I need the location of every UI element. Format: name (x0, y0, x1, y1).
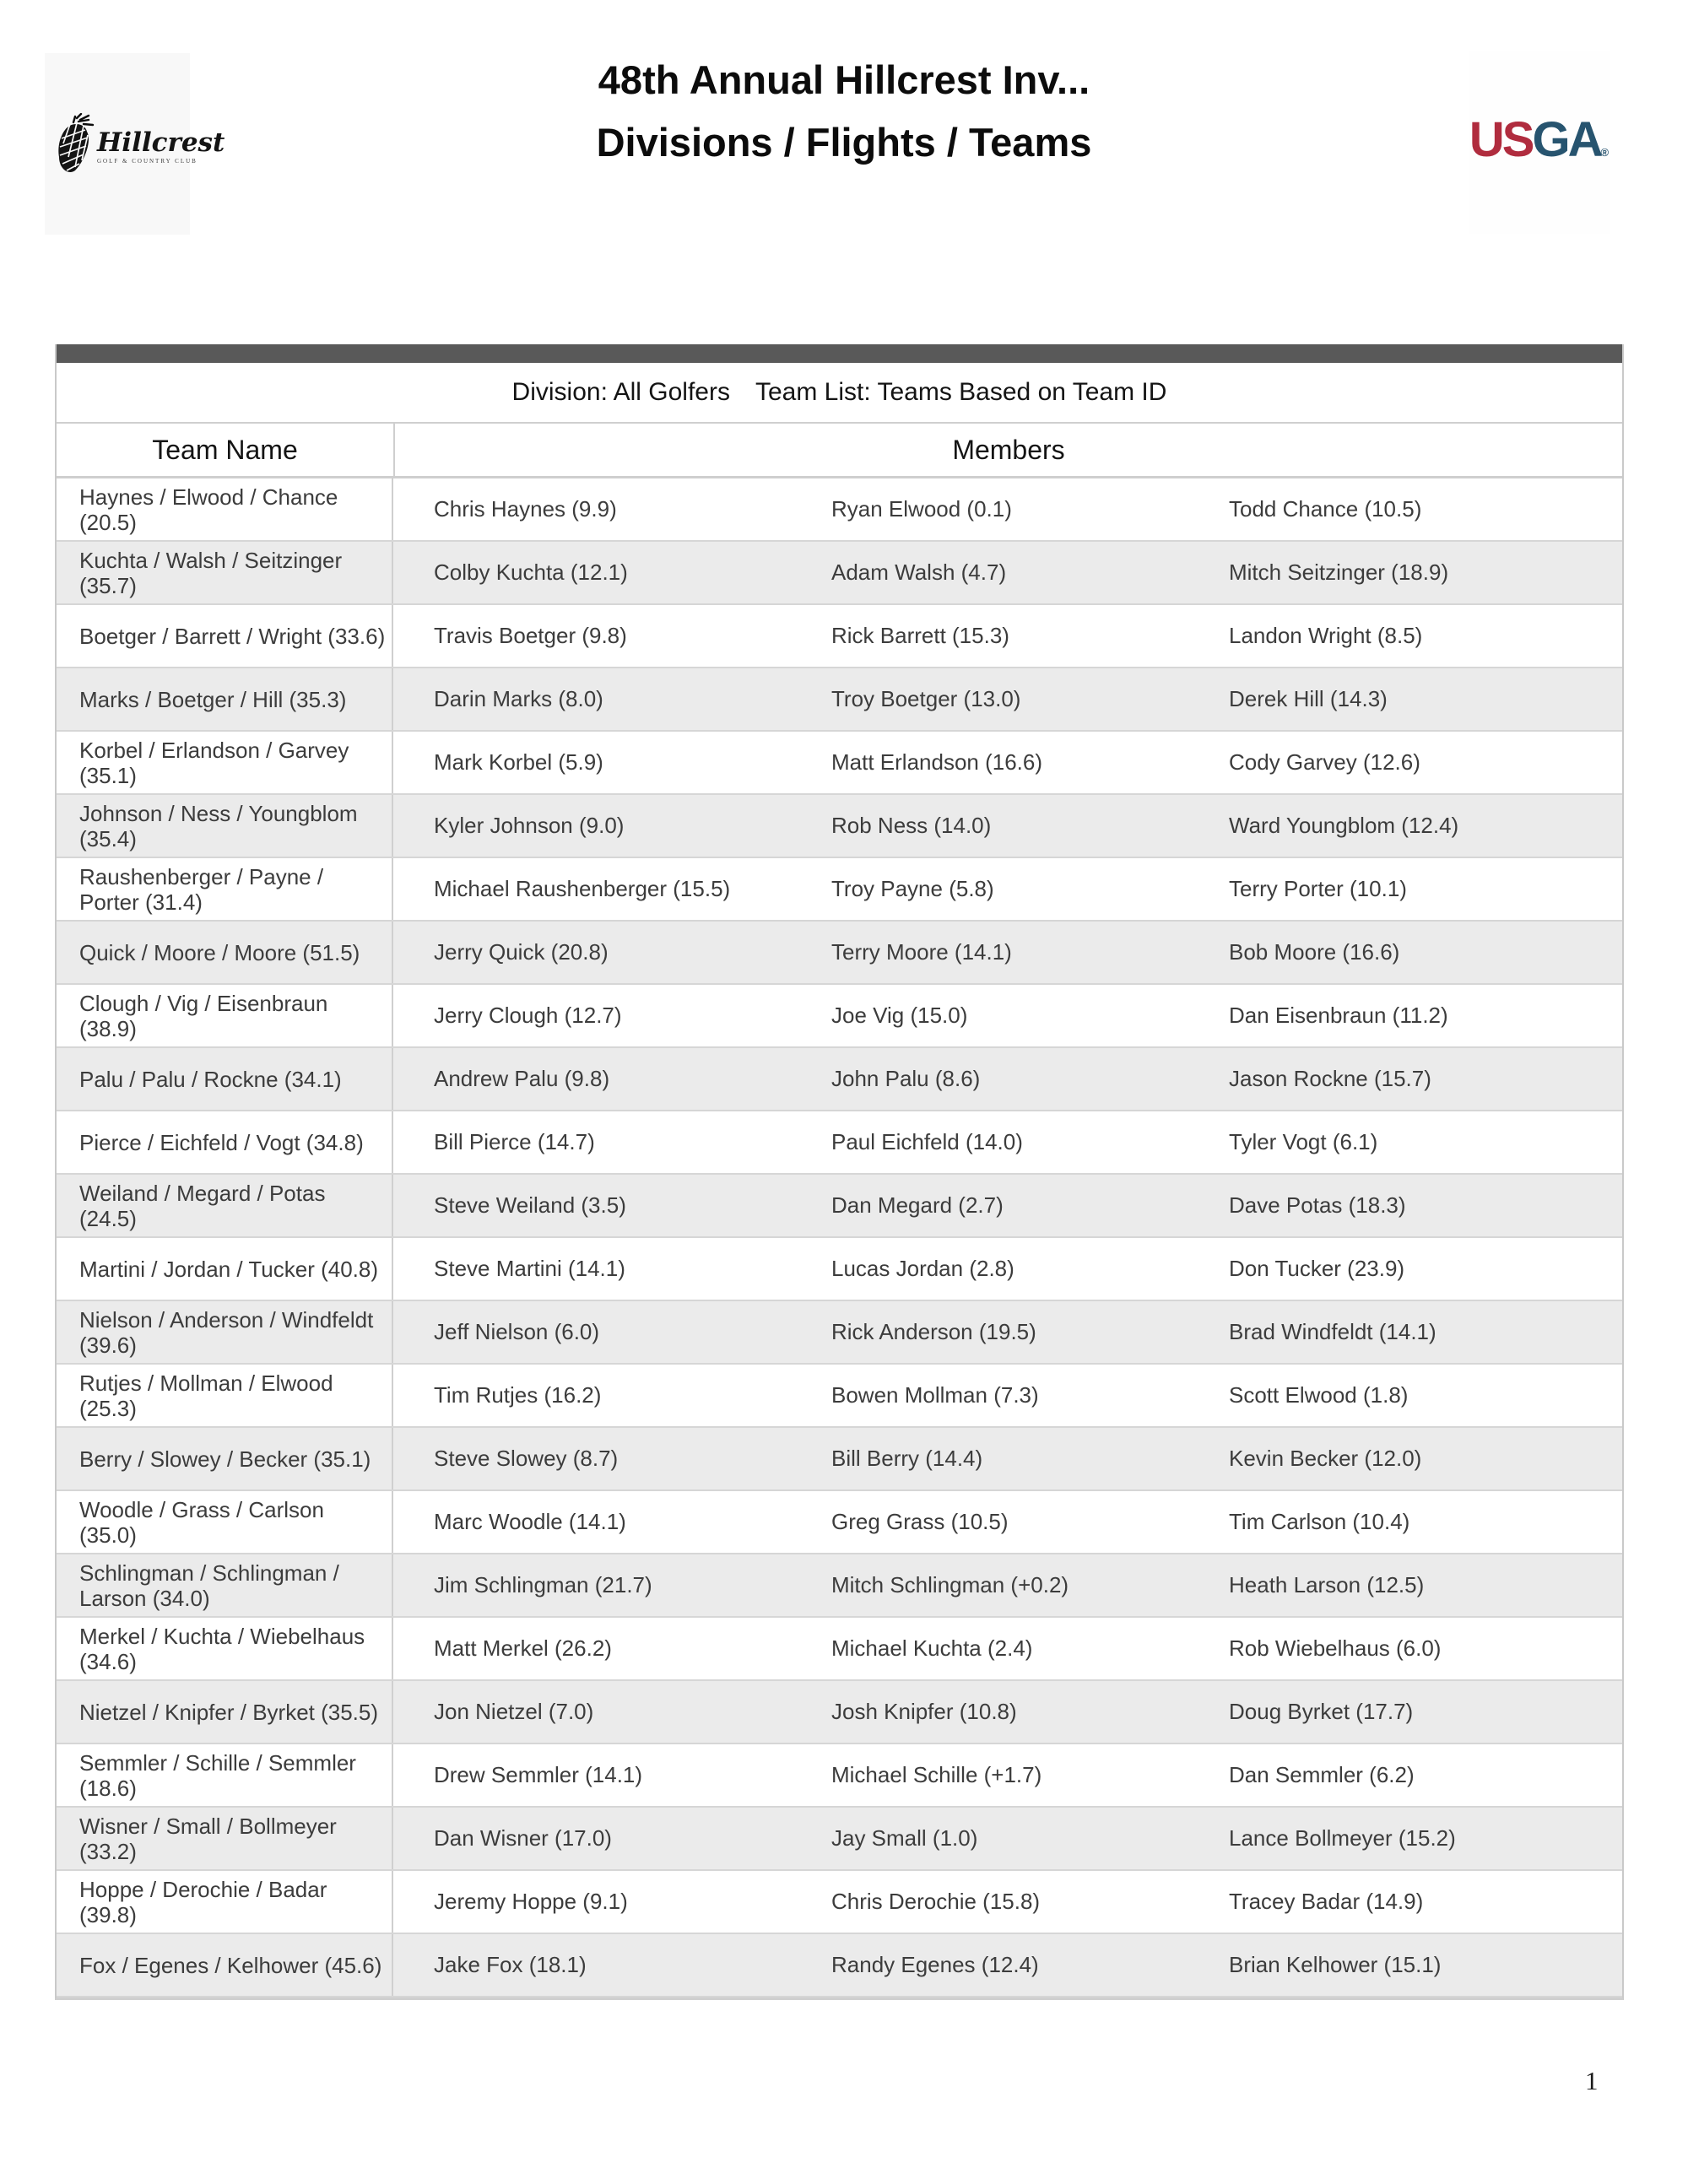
team-table-body (57, 478, 1622, 1997)
members-cell-group (393, 1238, 1626, 1300)
table-row (57, 985, 1622, 1048)
usga-logo (1469, 51, 1610, 234)
member-cell: Troy Boetger (13.0) (831, 686, 1021, 711)
members-cell-group (393, 542, 1626, 603)
team-name-cell: Quick / Moore / Moore (51.5) (57, 922, 393, 983)
member-cell: Colby Kuchta (12.1) (434, 560, 628, 585)
members-cell-group (393, 1491, 1626, 1553)
table-top-bar (57, 344, 1622, 363)
member-cell: Joe Vig (15.0) (831, 1003, 968, 1028)
table-row (57, 1238, 1622, 1301)
member-cell: Derek Hill (14.3) (1229, 686, 1388, 711)
member-cell: Doug Byrket (17.7) (1229, 1699, 1414, 1724)
members-cell-group (393, 1934, 1626, 1996)
column-header-team-name: Team Name (57, 424, 395, 476)
member-cell: Terry Porter (10.1) (1229, 876, 1407, 901)
members-cell-group (393, 1048, 1626, 1110)
member-cell: Terry Moore (14.1) (831, 939, 1012, 965)
column-header-row (57, 424, 1622, 478)
table-row (57, 1048, 1622, 1111)
page-title-line2: Divisions / Flights / Teams (596, 120, 1092, 165)
member-cell: Dan Wisner (17.0) (434, 1825, 612, 1851)
column-header-members: Members (952, 434, 1065, 465)
member-cell: Steve Slowey (8.7) (434, 1446, 619, 1471)
member-cell: Jake Fox (18.1) (434, 1952, 587, 1977)
team-name-cell: Clough / Vig / Eisenbraun (38.9) (57, 985, 393, 1046)
member-cell: Tracey Badar (14.9) (1229, 1889, 1424, 1914)
member-cell: Todd Chance (10.5) (1229, 496, 1422, 522)
member-cell: Lucas Jordan (2.8) (831, 1256, 1014, 1281)
member-cell: Andrew Palu (9.8) (434, 1066, 610, 1091)
hillcrest-logo-name: Hillcrest (97, 127, 225, 158)
member-cell: Travis Boetger (9.8) (434, 623, 627, 648)
member-cell: Ward Youngblom (12.4) (1229, 813, 1459, 838)
member-cell: Dan Semmler (6.2) (1229, 1762, 1415, 1787)
member-cell: Landon Wright (8.5) (1229, 623, 1423, 648)
members-cell-group (393, 478, 1626, 540)
member-cell: Kevin Becker (12.0) (1229, 1446, 1422, 1471)
team-name-cell: Martini / Jordan / Tucker (40.8) (57, 1238, 393, 1300)
member-cell: Scott Elwood (1.8) (1229, 1382, 1409, 1408)
team-name-cell: Palu / Palu / Rockne (34.1) (57, 1048, 393, 1110)
member-cell: Chris Derochie (15.8) (831, 1889, 1041, 1914)
member-cell: Adam Walsh (4.7) (831, 560, 1007, 585)
members-cell-group (393, 1618, 1626, 1679)
member-cell: Jerry Clough (12.7) (434, 1003, 622, 1028)
table-row (57, 858, 1622, 922)
team-name-cell: Korbel / Erlandson / Garvey (35.1) (57, 732, 393, 793)
member-cell: Rob Wiebelhaus (6.0) (1229, 1635, 1442, 1661)
table-row (57, 1365, 1622, 1428)
team-name-cell: Schlingman / Schlingman / Larson (34.0) (57, 1554, 393, 1616)
page-number: 1 (1585, 2066, 1599, 2095)
member-cell: Bowen Mollman (7.3) (831, 1382, 1039, 1408)
member-cell: Ryan Elwood (0.1) (831, 496, 1012, 522)
team-name-cell: Kuchta / Walsh / Seitzinger (35.7) (57, 542, 393, 603)
team-name-cell: Wisner / Small / Bollmeyer (33.2) (57, 1808, 393, 1869)
table-row (57, 795, 1622, 858)
member-cell: Jim Schlingman (21.7) (434, 1572, 652, 1597)
team-name-cell: Raushenberger / Payne / Porter (31.4) (57, 858, 393, 920)
members-cell-group (393, 1681, 1626, 1743)
member-cell: Troy Payne (5.8) (831, 876, 994, 901)
table-row (57, 922, 1622, 985)
page-title-line1: 48th Annual Hillcrest Inv... (598, 57, 1090, 102)
member-cell: Michael Kuchta (2.4) (831, 1635, 1033, 1661)
member-cell: Bill Berry (14.4) (831, 1446, 983, 1471)
team-name-cell: Haynes / Elwood / Chance (20.5) (57, 478, 393, 540)
table-row (57, 1934, 1622, 1997)
member-cell: Tim Carlson (10.4) (1229, 1509, 1410, 1534)
member-cell: Darin Marks (8.0) (434, 686, 603, 711)
member-cell: John Palu (8.6) (831, 1066, 981, 1091)
member-cell: Tim Rutjes (16.2) (434, 1382, 602, 1408)
team-name-cell: Fox / Egenes / Kelhower (45.6) (57, 1934, 393, 1996)
member-cell: Michael Raushenberger (15.5) (434, 876, 731, 901)
member-cell: Dave Potas (18.3) (1229, 1192, 1406, 1218)
table-row (57, 1554, 1622, 1618)
team-name-cell: Merkel / Kuchta / Wiebelhaus (34.6) (57, 1618, 393, 1679)
member-cell: Matt Erlandson (16.6) (831, 749, 1043, 775)
team-name-cell: Hoppe / Derochie / Badar (39.8) (57, 1871, 393, 1933)
members-cell-group (393, 1428, 1626, 1489)
members-cell-group (393, 605, 1626, 667)
members-cell-group (393, 1365, 1626, 1426)
member-cell: Jeremy Hoppe (9.1) (434, 1889, 628, 1914)
table-row (57, 1618, 1622, 1681)
member-cell: Lance Bollmeyer (15.2) (1229, 1825, 1456, 1851)
team-name-cell: Marks / Boetger / Hill (35.3) (57, 668, 393, 730)
member-cell: Jason Rockne (15.7) (1229, 1066, 1431, 1091)
table-row (57, 1175, 1622, 1238)
team-name-cell: Woodle / Grass / Carlson (35.0) (57, 1491, 393, 1553)
team-list-label: Team List: Teams Based on Team ID (755, 378, 1167, 406)
usga-registered-mark: ® (1600, 146, 1610, 159)
member-cell: Rob Ness (14.0) (831, 813, 992, 838)
hillcrest-logo-tagline: GOLF & COUNTRY CLUB (97, 158, 197, 165)
members-cell-group (393, 1808, 1626, 1869)
members-cell-group (393, 1744, 1626, 1806)
member-cell: Mitch Seitzinger (18.9) (1229, 560, 1449, 585)
team-name-cell: Nielson / Anderson / Windfeldt (39.6) (57, 1301, 393, 1363)
table-row (57, 732, 1622, 795)
table-row (57, 1744, 1622, 1808)
table-row (57, 605, 1622, 668)
member-cell: Paul Eichfeld (14.0) (831, 1129, 1023, 1154)
team-name-cell: Nietzel / Knipfer / Byrket (35.5) (57, 1681, 393, 1743)
member-cell: Michael Schille (+1.7) (831, 1762, 1042, 1787)
usga-ga-letters: GA (1532, 112, 1601, 167)
member-cell: Bill Pierce (14.7) (434, 1129, 595, 1154)
members-cell-group (393, 1175, 1626, 1236)
member-cell: Rick Anderson (19.5) (831, 1319, 1036, 1344)
members-cell-group (393, 795, 1626, 857)
member-cell: Dan Megard (2.7) (831, 1192, 1004, 1218)
member-cell: Jerry Quick (20.8) (434, 939, 609, 965)
table-row (57, 668, 1622, 732)
members-cell-group (393, 985, 1626, 1046)
members-cell-group (393, 732, 1626, 793)
teams-table (55, 344, 1624, 2000)
member-cell: Steve Weiland (3.5) (434, 1192, 626, 1218)
table-row (57, 1301, 1622, 1365)
member-cell: Mitch Schlingman (+0.2) (831, 1572, 1069, 1597)
member-cell: Josh Knipfer (10.8) (831, 1699, 1017, 1724)
member-cell: Chris Haynes (9.9) (434, 496, 617, 522)
table-row (57, 1111, 1622, 1175)
usga-us-letters: US (1469, 112, 1533, 167)
member-cell: Don Tucker (23.9) (1229, 1256, 1405, 1281)
table-row (57, 542, 1622, 605)
team-name-cell: Weiland / Megard / Potas (24.5) (57, 1175, 393, 1236)
member-cell: Tyler Vogt (6.1) (1229, 1129, 1378, 1154)
team-name-cell: Berry / Slowey / Becker (35.1) (57, 1428, 393, 1489)
page-title (0, 49, 1688, 174)
members-cell-group (393, 858, 1626, 920)
members-cell-group (393, 668, 1626, 730)
table-row (57, 478, 1622, 542)
member-cell: Jon Nietzel (7.0) (434, 1699, 594, 1724)
members-cell-group (393, 1301, 1626, 1363)
team-name-cell: Rutjes / Mollman / Elwood (25.3) (57, 1365, 393, 1426)
team-name-cell: Johnson / Ness / Youngblom (35.4) (57, 795, 393, 857)
team-name-cell: Semmler / Schille / Semmler (18.6) (57, 1744, 393, 1806)
members-cell-group (393, 1111, 1626, 1173)
member-cell: Steve Martini (14.1) (434, 1256, 625, 1281)
member-cell: Marc Woodle (14.1) (434, 1509, 626, 1534)
member-cell: Greg Grass (10.5) (831, 1509, 1009, 1534)
member-cell: Jay Small (1.0) (831, 1825, 978, 1851)
member-cell: Brian Kelhower (15.1) (1229, 1952, 1442, 1977)
members-cell-group (393, 1554, 1626, 1616)
table-row (57, 1428, 1622, 1491)
member-cell: Drew Semmler (14.1) (434, 1762, 643, 1787)
member-cell: Matt Merkel (26.2) (434, 1635, 612, 1661)
team-name-cell: Boetger / Barrett / Wright (33.6) (57, 605, 393, 667)
team-name-cell: Pierce / Eichfeld / Vogt (34.8) (57, 1111, 393, 1173)
member-cell: Jeff Nielson (6.0) (434, 1319, 600, 1344)
table-row (57, 1491, 1622, 1554)
division-header (57, 363, 1622, 424)
member-cell: Kyler Johnson (9.0) (434, 813, 625, 838)
usga-logo-text (1469, 112, 1610, 177)
members-cell-group (393, 922, 1626, 983)
member-cell: Mark Korbel (5.9) (434, 749, 603, 775)
table-row (57, 1808, 1622, 1871)
member-cell: Bob Moore (16.6) (1229, 939, 1400, 965)
member-cell: Rick Barrett (15.3) (831, 623, 1009, 648)
member-cell: Heath Larson (12.5) (1229, 1572, 1425, 1597)
member-cell: Brad Windfeldt (14.1) (1229, 1319, 1436, 1344)
division-label: Division: All Golfers (511, 378, 730, 406)
table-row (57, 1681, 1622, 1744)
members-cell-group (393, 1871, 1626, 1933)
table-row (57, 1871, 1622, 1934)
member-cell: Cody Garvey (12.6) (1229, 749, 1420, 775)
member-cell: Dan Eisenbraun (11.2) (1229, 1003, 1448, 1028)
member-cell: Randy Egenes (12.4) (831, 1952, 1039, 1977)
